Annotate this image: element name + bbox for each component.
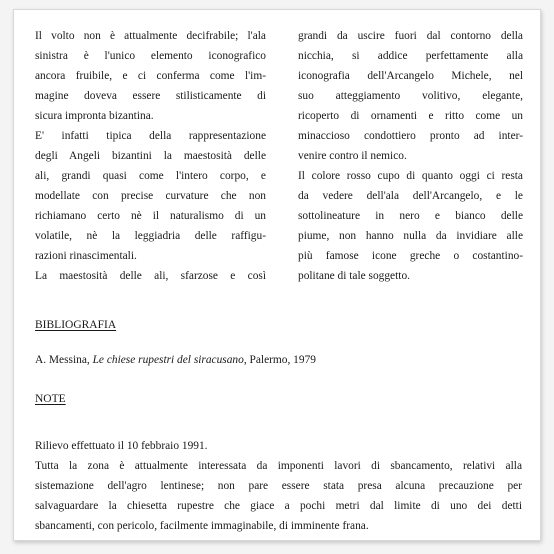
text-line: più famose icone greche o costantino-: [298, 250, 523, 262]
text-line: La maestosità delle ali, sfarzose e così: [35, 270, 266, 282]
text-line: Rilievo effettuato il 10 febbraio 1991.: [35, 440, 208, 452]
text-line: sistemazione dell'agro lentinese; non pare essere stata presa alcuna precauzione per: [35, 480, 522, 492]
text-line: da vedere dell'ala dell'Arcangelo, e le: [298, 190, 523, 202]
bibliography-publication: , Palermo, 1979: [243, 354, 316, 366]
text-line: Il colore rosso cupo di quanto oggi ci resta: [298, 170, 523, 182]
bibliography-author: A. Messina,: [35, 354, 90, 366]
notes-heading: NOTE: [35, 393, 66, 405]
text-line: ricoperto di ornamenti e ritto come un: [298, 110, 523, 122]
left-text-column: [35, 26, 266, 286]
notes-body: [35, 436, 522, 536]
bibliography-title: Le chiese rupestri del siracusano: [92, 354, 244, 366]
text-line: richiamano certo nè il naturalismo di un: [35, 210, 266, 222]
text-line: modellate con precise curvature che non: [35, 190, 266, 202]
text-line: magine doveva essere stilisticamente di: [35, 90, 266, 102]
text-line: sinistra è l'unico elemento iconografico: [35, 50, 266, 62]
text-line: suo atteggiamento volitivo, elegante,: [298, 90, 523, 102]
text-line: grandi da uscire fuori dal contorno della: [298, 30, 523, 42]
text-line: sottolineature in nero e bianco delle: [298, 210, 523, 222]
document-page: [13, 9, 541, 541]
text-line: minaccioso condottiero pronto ad inter-: [298, 130, 523, 142]
text-line: politane di tale soggetto.: [298, 270, 410, 282]
text-line: degli Angeli bizantini la maestosità delle: [35, 150, 266, 162]
text-line: E' infatti tipica della rappresentazione: [35, 130, 266, 142]
bibliography-entry: [35, 354, 316, 366]
text-line: ali, grandi quasi come l'intero corpo, e: [35, 170, 266, 182]
text-line: iconografia dell'Arcangelo Michele, nel: [298, 70, 523, 82]
text-line: volatile, nè la leggiadria delle raffigu-: [35, 230, 266, 242]
text-line: nicchia, si addice perfettamente alla: [298, 50, 523, 62]
text-line: Tutta la zona è attualmente interessata da imponenti lavori di sbancamento, relativi alla: [35, 460, 522, 472]
text-line: salvaguardare la chiesetta rupestre che giace a pochi metri dal limite di uno dei detti: [35, 500, 522, 512]
text-line: Il volto non è attualmente decifrabile; l'ala: [35, 30, 266, 42]
text-line: ancora fruibile, e ci conferma come l'im-: [35, 70, 266, 82]
text-line: piume, non hanno nulla da invidiare alle: [298, 230, 523, 242]
text-line: razioni rinascimentali.: [35, 250, 137, 262]
text-line: sicura impronta bizantina.: [35, 110, 154, 122]
bibliography-heading: BIBLIOGRAFIA: [35, 319, 117, 331]
text-line: sbancamenti, con pericolo, facilmente immaginabile, di imminente frana.: [35, 520, 369, 532]
text-line: venire contro il nemico.: [298, 150, 407, 162]
right-text-column: [298, 26, 523, 286]
